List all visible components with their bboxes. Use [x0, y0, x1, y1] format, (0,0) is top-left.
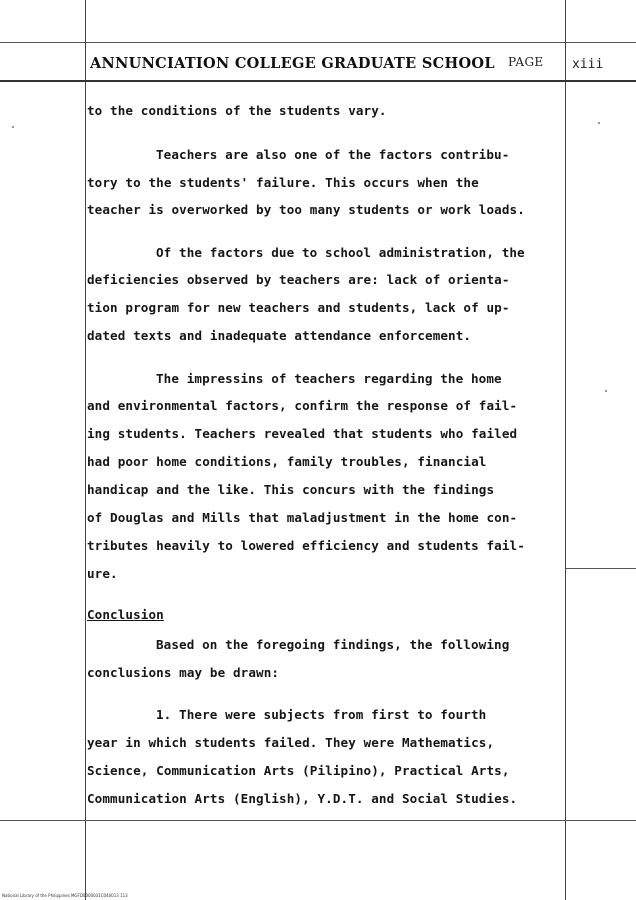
institution-title: ANNUNCIATION COLLEGE GRADUATE SCHOOL	[90, 55, 495, 72]
text-line: Teachers are also one of the factors contribu-	[156, 147, 510, 162]
list-item-text: Science, Communication Arts (Pilipino), Practical Arts,	[87, 763, 510, 778]
text-line: dated texts and inadequate attendance enforcement.	[87, 328, 472, 343]
scan-speck	[598, 122, 600, 124]
text-line: of Douglas and Mills that maladjustment in the home con-	[87, 510, 518, 525]
bottom-rule	[0, 820, 636, 821]
text-line: Based on the foregoing findings, the following	[156, 637, 510, 652]
text-line: tory to the students' failure. This occurs when the	[87, 175, 479, 190]
text-line: teacher is overworked by too many students or work loads.	[87, 202, 525, 217]
text-line: ing students. Teachers revealed that students who failed	[87, 426, 518, 441]
text-line: tributes heavily to lowered efficiency and students fail-	[87, 538, 525, 553]
text-line: The impressins of teachers regarding the home	[156, 371, 502, 386]
scan-speck	[12, 126, 14, 128]
text-line: tion program for new teachers and students, lack of up-	[87, 300, 510, 315]
header-bottom-rule	[0, 80, 636, 82]
right-margin-rule	[565, 0, 566, 900]
scan-speck	[605, 390, 607, 392]
text-line: ure.	[87, 566, 118, 581]
text-line: to the conditions of the students vary.	[87, 103, 387, 118]
page-number: xiii	[572, 57, 604, 72]
list-item-text: 1. There were subjects from first to fourth	[156, 707, 487, 722]
header-top-rule	[0, 42, 636, 43]
right-column-rule	[566, 568, 636, 569]
text-line: had poor home conditions, family troubles, financial	[87, 454, 487, 469]
archive-footer: National Library of the Philippines MGFD0000031C040013 113	[2, 893, 128, 898]
text-line: conclusions may be drawn:	[87, 665, 280, 680]
page-label: PAGE	[508, 55, 544, 69]
list-item-text: year in which students failed. They were Mathematics,	[87, 735, 495, 750]
text-line: deficiencies observed by teachers are: lack of orienta-	[87, 272, 510, 287]
list-item-text: Communication Arts (English), Y.D.T. and Social Studies.	[87, 791, 518, 806]
text-line: Of the factors due to school administration, the	[156, 245, 525, 260]
text-line: and environmental factors, confirm the response of fail-	[87, 398, 518, 413]
text-line: handicap and the like. This concurs with the findings	[87, 482, 495, 497]
section-heading: Conclusion	[87, 607, 164, 622]
left-margin-rule	[85, 0, 86, 900]
